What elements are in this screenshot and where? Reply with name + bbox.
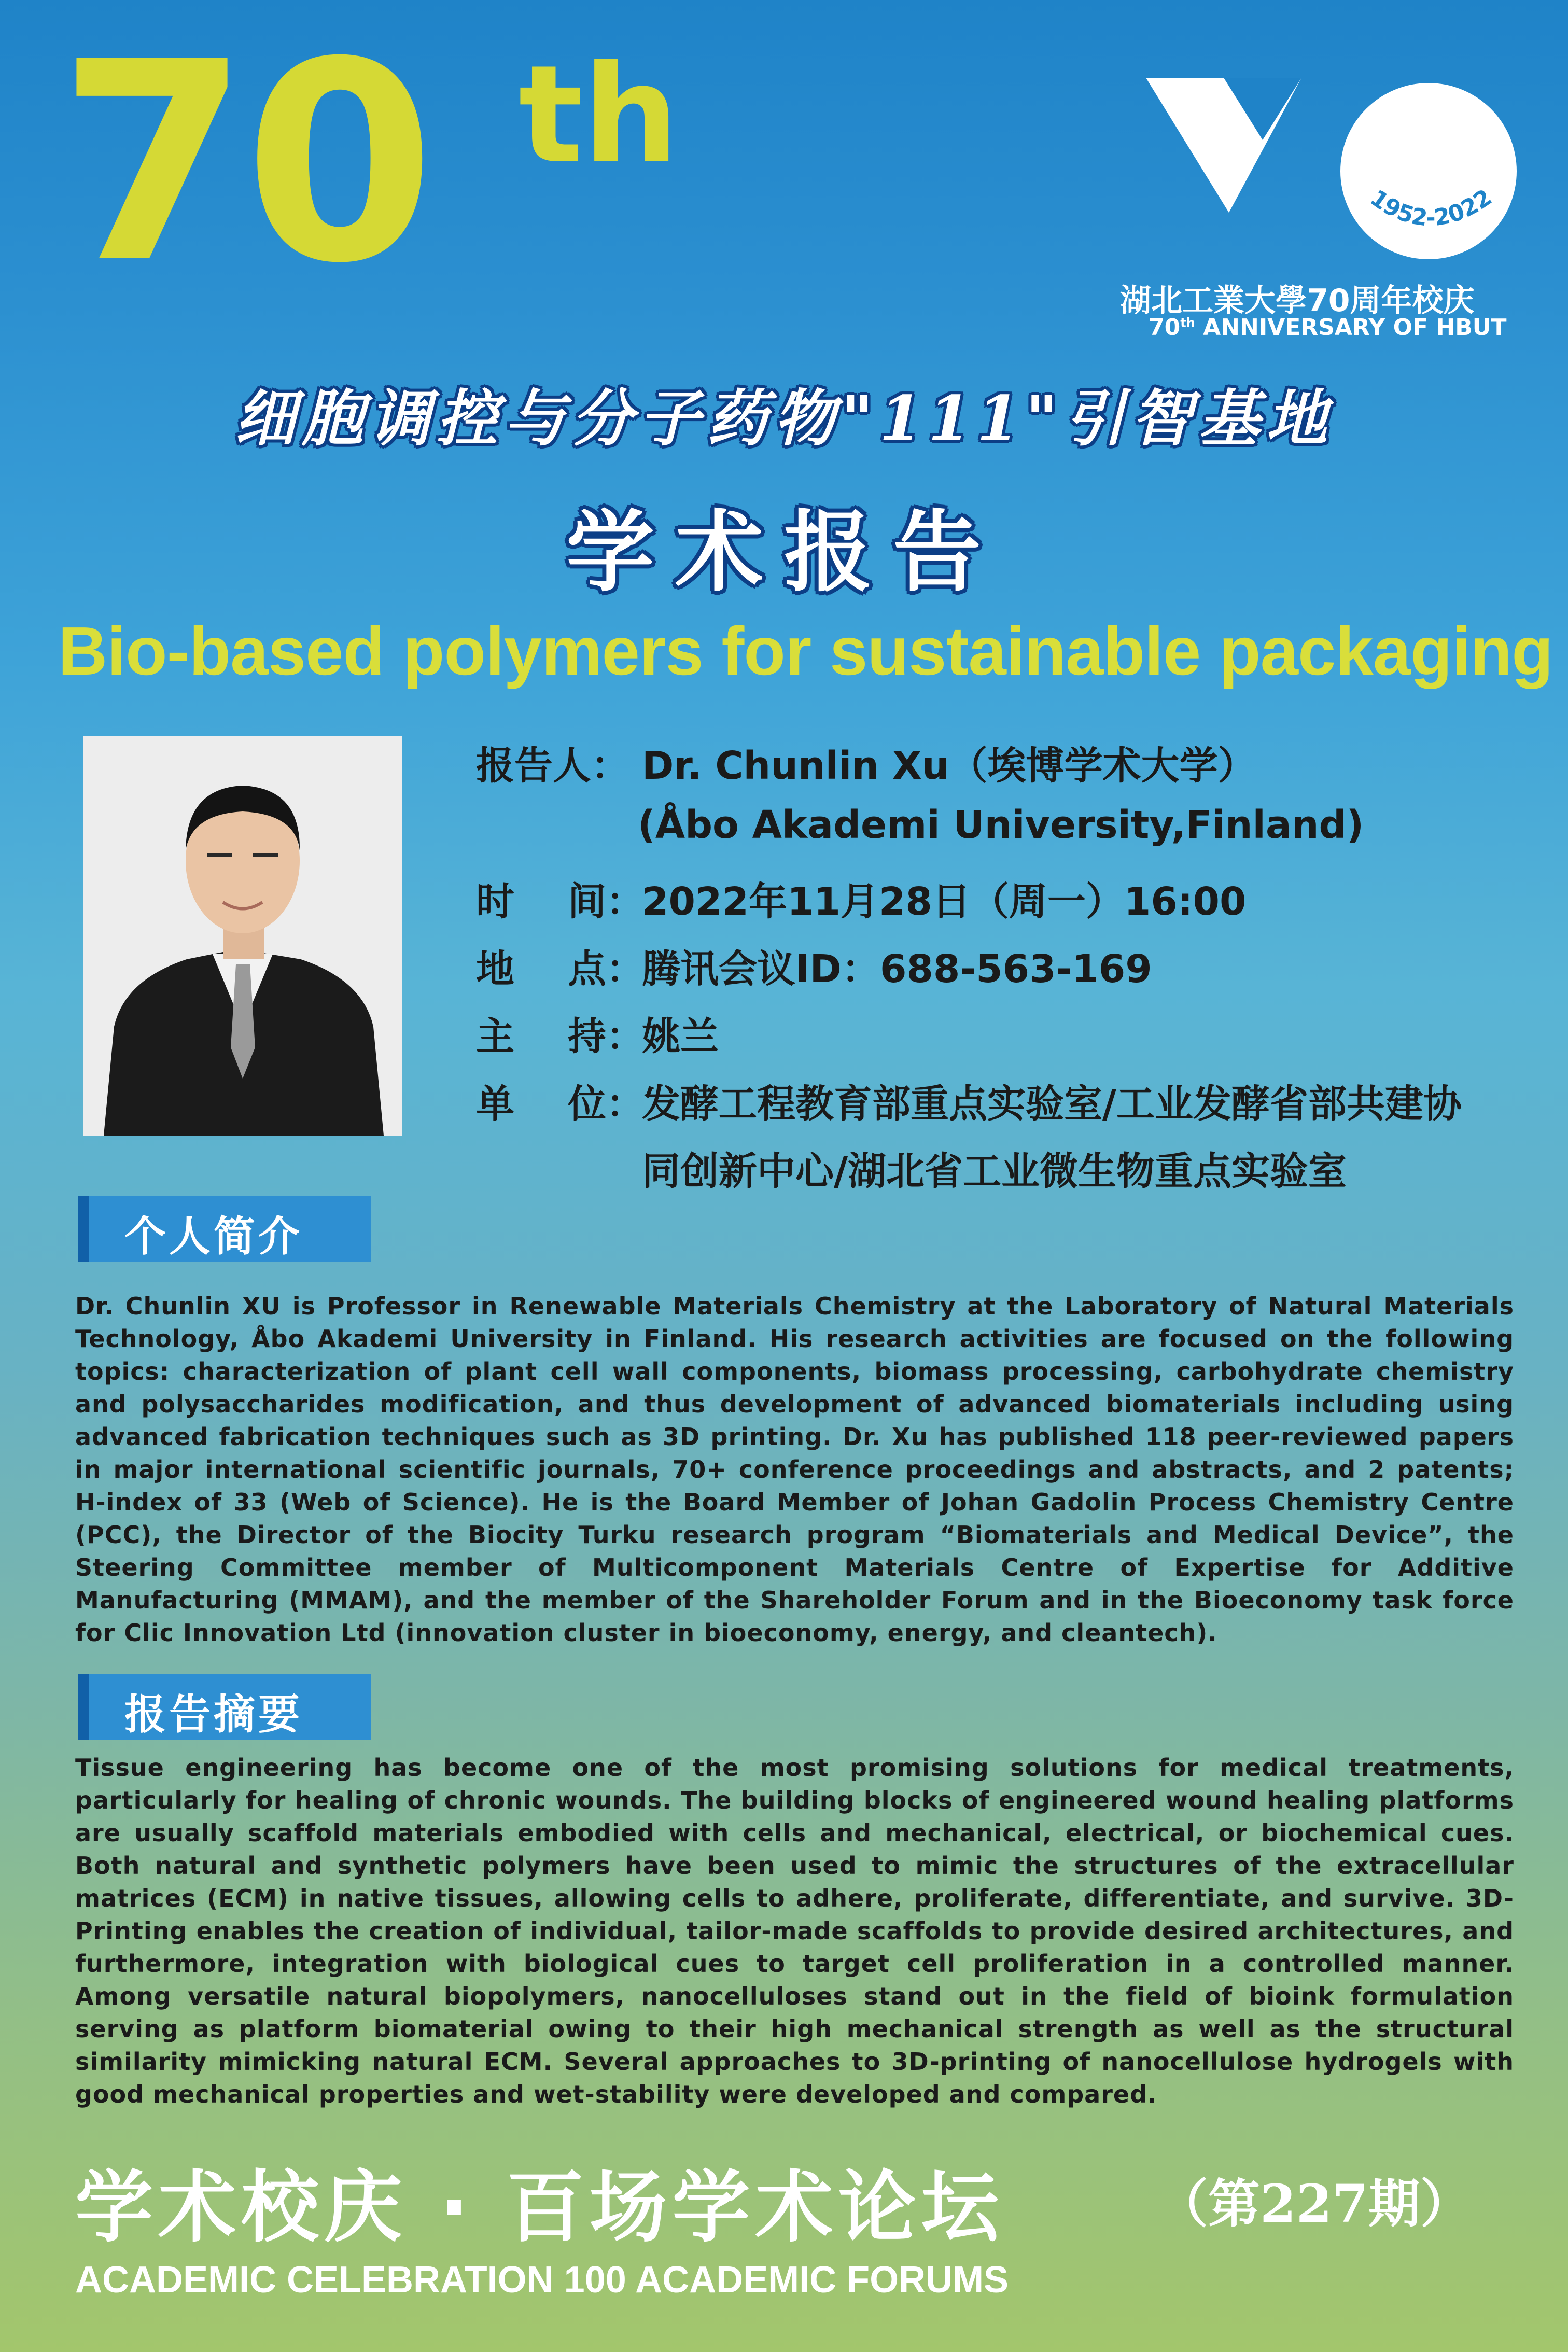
hbut-70-logo	[1146, 78, 1519, 275]
host-row	[476, 1006, 719, 1061]
tab-accent-bar	[78, 1196, 89, 1262]
bio-paragraph: Dr. Chunlin XU is Professor in Renewable Materials Chemistry at the Laboratory of Natural Materials Technology, Åbo Akademi University in Finland. His research activities are focused on the following topics: characterization of plant cell wall components, biomass processing, carbohydrate chemistry and polysaccharides modification, and thus development of advanced biomaterials including using advanced fabrication techniques such as 3D printing. Dr. Xu has published 118 peer-reviewed papers in major international scientific journals, 70+ conference proceedings and abstracts, and 2 patents; H-index of 33 (Web of Science). He is the Board Member of Johan Gadolin Process Chemistry Centre (PCC), the Director of the Biocity Turku research program “Biomaterials and Medical Device”, the Steering Committee member of Multicomponent Materials Centre of Expertise for Additive Manufacturing (MMAM), and the member of the Shareholder Forum and in the Bioeconomy task force for Clic Innovation Ltd (innovation cluster in bioeconomy, energy, and cleantech).	[75, 1292, 1514, 1647]
abstract-section-title: 报告摘要	[124, 1690, 303, 1739]
footer-issue-number: （第227期）	[1156, 2173, 1472, 2234]
time-value: 2022年11月28日（周一）16:00	[642, 879, 1247, 924]
unit-value-line2: 同创新中心/湖北省工业微生物重点实验室	[642, 1149, 1347, 1194]
place-label: 地 点：	[476, 947, 645, 991]
report-heading: 学术报告	[566, 500, 1002, 604]
speaker-portrait-illustration	[83, 736, 402, 1136]
speaker-value: Dr. Chunlin Xu（埃博学术大学）	[642, 744, 1256, 788]
logo-years: 1952-2022	[1365, 184, 1497, 232]
talk-title: Bio-based polymers for sustainable packaging	[58, 613, 1553, 689]
place-row	[476, 939, 1152, 993]
host-label: 主 持：	[476, 1014, 645, 1059]
abstract-paragraph: Tissue engineering has become one of the most promising solutions for medical treatments, particularly for healing of chronic wounds. The building blocks of engineered wound healing platforms are usually scaffold materials embodied with cells and mechanical, electrical, or biochemical cues. Both natural and synthetic polymers have been used to mimic the structures of the extracellular matrices (ECM) in native tissues, allowing cells to adhere, proliferate, differentiate, and survive. 3D-Printing enables the creation of individual, tailor-made scaffolds to provide desired architectures, and furthermore, integration with biological cues to target cell proliferation in a controlled manner. Among versatile natural biopolymers, nanocelluloses stand out in the field of bioink formulation serving as platform biomaterial owing to their high mechanical strength as well as the structural similarity mimicking natural ECM. Several approaches to 3D-printing of nanocellulose hydrogels with good mechanical properties and wet-stability were developed and compared.	[75, 1754, 1514, 2108]
anniversary-number: 70	[58, 3, 430, 323]
time-label: 时 间：	[476, 879, 645, 924]
bio-section-title: 个人简介	[124, 1212, 303, 1261]
speaker-row	[476, 735, 1256, 790]
anniversary-suffix: th	[519, 37, 679, 193]
bio-section-tab	[78, 1196, 371, 1262]
logo-zero-circle	[1340, 83, 1517, 259]
footer-en-title: ACADEMIC CELEBRATION 100 ACADEMIC FORUMS	[75, 2259, 1009, 2301]
place-value: 腾讯会议ID：688-563-169	[642, 947, 1152, 991]
speaker-label: 报告人：	[476, 744, 629, 788]
time-row	[476, 871, 1246, 926]
lab-heading: 细胞调控与分子药物"111"引智基地	[234, 382, 1334, 454]
host-value: 姚兰	[642, 1014, 719, 1059]
unit-row	[476, 1073, 1462, 1128]
footer-cn-title: 学术校庆 · 百场学术论坛	[75, 2163, 1004, 2253]
unit-value-line1: 发酵工程教育部重点实验室/工业发酵省部共建协	[642, 1082, 1462, 1126]
abstract-section-tab	[78, 1674, 371, 1740]
tab-accent-bar	[78, 1674, 89, 1740]
speaker-photo	[83, 736, 402, 1136]
speaker-affiliation: (Åbo Akademi University,Finland)	[638, 803, 1364, 847]
unit-label: 单 位：	[476, 1082, 645, 1126]
logo-en-text: 70th ANNIVERSARY OF HBUT	[1149, 314, 1507, 341]
logo-cn-text: 湖北工業大學70周年校庆	[1120, 283, 1475, 319]
